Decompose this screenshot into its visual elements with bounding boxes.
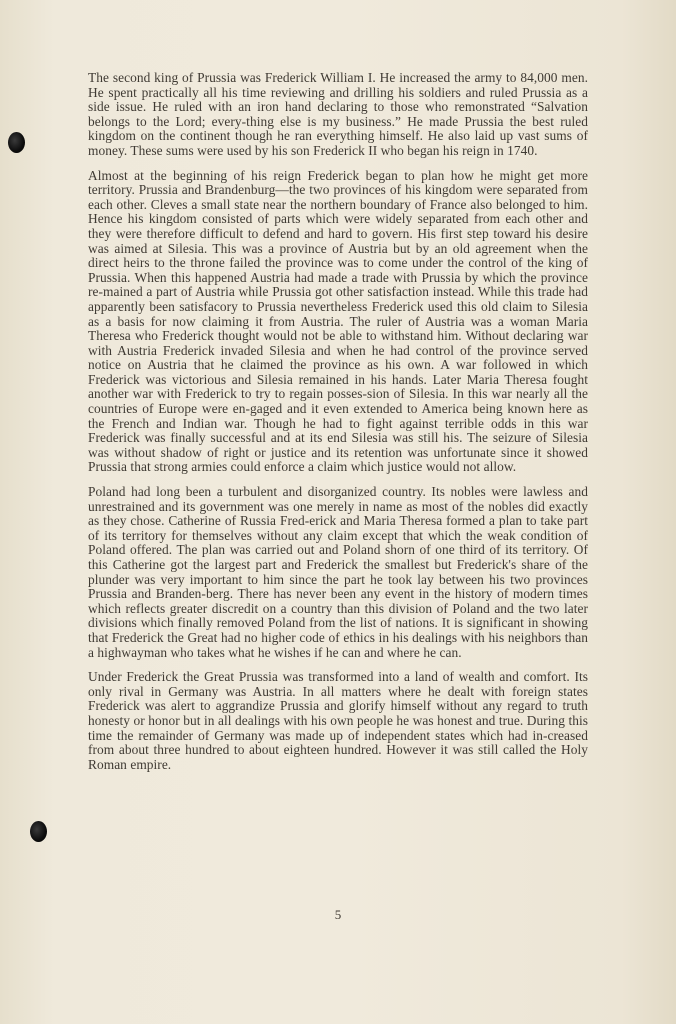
page-number: 5: [334, 907, 342, 922]
body-text: [88, 71, 588, 782]
paragraph-frederick-william: The second king of Prussia was Frederick William I. He increased the army to 84,000 men. He spent practically all his time reviewing and drilling his soldiers and ruled Prussia as a side issue. He ruled with an iron hand declaring to those who remonstrated “Salvation belongs to the Lord; every-thing else is my business.” He made Prussia the best ruled kingdom on the continent though he ran everything himself. He also laid up vast sums of money. These sums were used by his son Frederick II who began his reign in 1740.: [88, 70, 588, 158]
punch-hole-top: [8, 132, 25, 153]
paragraph-poland: Poland had long been a turbulent and disorganized country. Its nobles were lawless and unrestrained and its government was one merely in name as most of the nobles did exactly as they chose. Catherine of Russia Fred-erick and Maria Theresa formed a plan to take part of its territory for themselves without any claim except that which the weak condition of Poland offered. The plan was carried out and Poland shorn of one third of its territory. Of this Catherine got the largest part and Frederick the smallest but Frederick's share of the plunder was very important to him since the part he took lay between his two provinces Prussia and Branden-berg. There has never been any event in the history of modern times which reflects greater discredit on a country than this division of Poland and the two later divisions which finally removed Poland from the list of nations. It is significant in showing that Frederick the Great had no higher code of ethics in his dealings with his neighbors than a highwayman who takes what he wishes if he can and where he can.: [88, 484, 588, 660]
paragraph-prussia-wealth: Under Frederick the Great Prussia was transformed into a land of wealth and comfort. Its only rival in Germany was Austria. In all matters where he dealt with foreign states Frederick was alert to aggrandize Prussia and glorify himself without any regard to truth honesty or honor but in all dealings with his own people he was honest and true. During this time the remainder of Germany was made up of independent states which had in-creased from about three hundred to about eighteen hundred. However it was still called the Holy Roman empire.: [88, 669, 588, 772]
punch-hole-bottom: [30, 821, 47, 842]
paragraph-silesia: Almost at the beginning of his reign Frederick began to plan how he might get more territory. Prussia and Brandenburg—the two provinces of his kingdom were separated from each other. Cleves a small state near the northern boundary of France also belonged to him. Hence his kingdom consisted of parts which were widely separated from each other and they were therefore difficult to defend and hard to govern. His first step toward his desire was aimed at Silesia. This was a province of Austria but by an old agreement when the direct heirs to the throne failed the province was to come under the control of the king of Prussia. When this happened Austria had made a trade with Prussia by which the province re-mained a part of Austria while Prussia got other satisfaction instead. While this trade had apparently been satisfacory to Prussia nevertheless Frederick used this old claim to Silesia as a basis for now claiming it from Austria. The ruler of Austria was a woman Maria Theresa who Frederick thought would not be able to withstand him. Without declaring war with Austria Frederick invaded Silesia and when he had control of the province served notice on Austria that he claimed the province as his own. A war followed in which Frederick was victorious and Silesia remained in his hands. Later Maria Theresa fought another war with Frederick to try to regain posses-sion of Silesia. In this war nearly all the countries of Europe were en-gaged and it even extended to America being known here as the French and Indian war. Though he had to fight against terrible odds in this war Frederick was finally successful and at its end Silesia was still his. The seizure of Silesia was without shadow of right or justice and its retention was unfortunate since it showed Prussia that strong armies could enforce a claim which justice would not allow.: [88, 167, 588, 475]
